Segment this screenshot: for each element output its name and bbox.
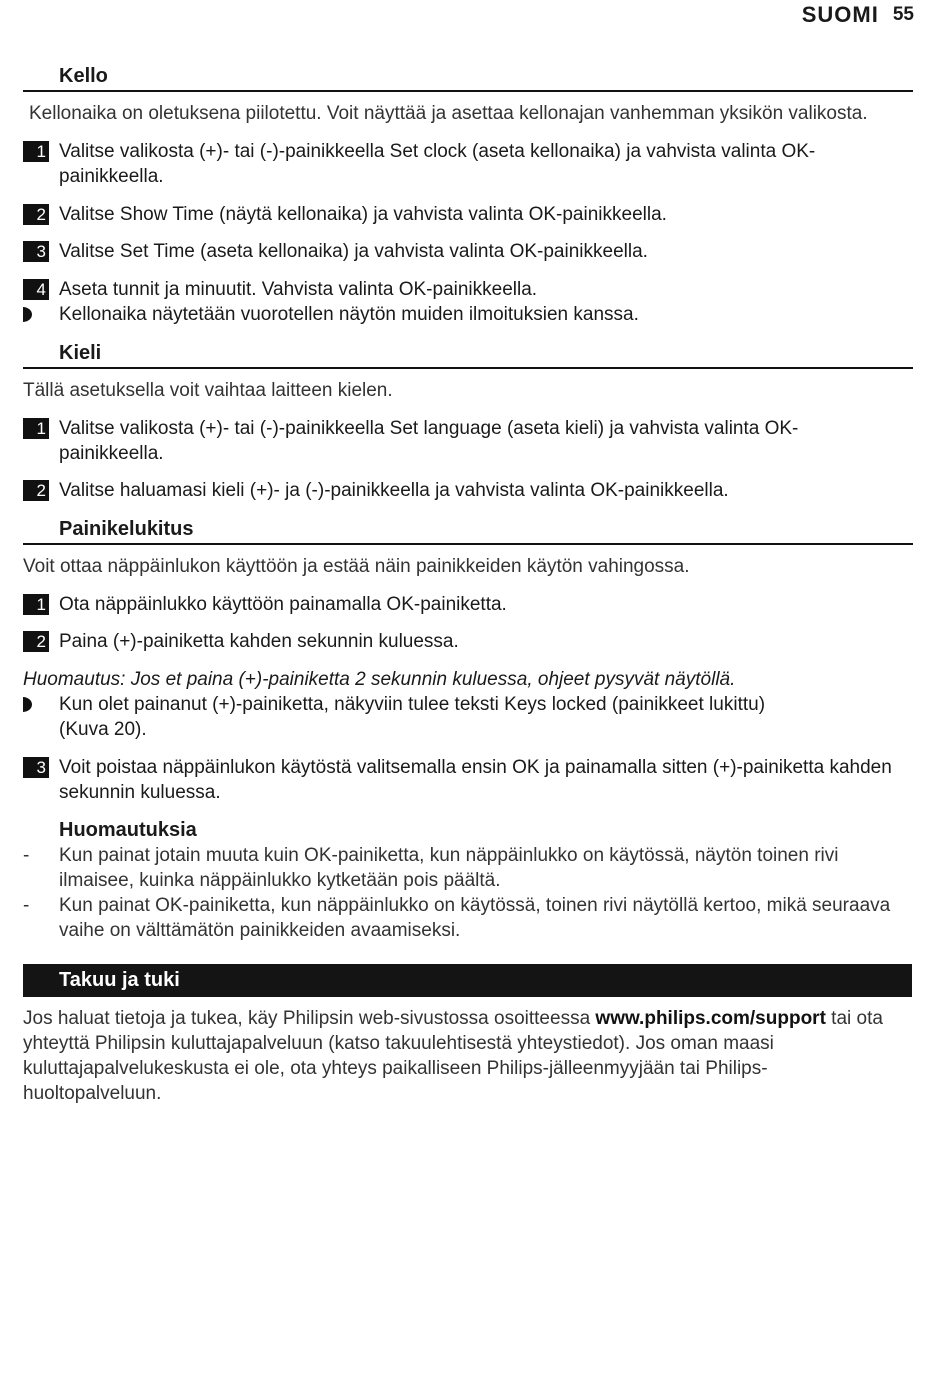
keylock-result <box>23 692 898 742</box>
step-text: Aseta tunnit ja minuutit. Vahvista valinta OK-painikkeella. <box>59 279 538 300</box>
step-text: Valitse Set Time (aseta kellonaika) ja vahvista valinta OK-painikkeella. <box>59 241 648 262</box>
step-text: Voit poistaa näppäinlukon käytöstä valitsemalla ensin OK ja painamalla sitten (+)-painiketta kahden sekunnin kuluessa. <box>59 757 892 803</box>
step-text: Paina (+)-painiketta kahden sekunnin kuluessa. <box>59 631 459 652</box>
section-banner-support <box>23 964 912 997</box>
clock-step-2 <box>23 202 898 227</box>
clock-step-1 <box>23 139 898 189</box>
result-bullet-icon <box>23 307 32 322</box>
language-intro: Tällä asetuksella voit vaihtaa laitteen kielen. <box>23 380 393 401</box>
keylock-step-3 <box>23 755 898 805</box>
clock-step-3 <box>23 239 898 264</box>
notes-heading: Huomautuksia <box>59 819 197 841</box>
step-text: Valitse valikosta (+)- tai (-)-painikkeella Set language (aseta kieli) ja vahvista valinta OK-painikkeella. <box>59 418 799 464</box>
support-text-before: Jos haluat tietoja ja tukea, käy Philipsin web-sivustossa osoitteessa <box>23 1008 596 1029</box>
result-text: Kellonaika näytetään vuorotellen näytön muiden ilmoituksien kanssa. <box>59 304 639 325</box>
step-text: Valitse haluamasi kieli (+)- ja (-)-painikkeella ja vahvista valinta OK-painikkeella. <box>59 480 729 501</box>
step-text: Valitse valikosta (+)- tai (-)-painikkeella Set clock (aseta kellonaika) ja vahvista valinta OK-painikkeella. <box>59 141 816 187</box>
keylock-intro: Voit ottaa näppäinlukon käyttöön ja estää näin painikkeiden käytön vahingossa. <box>23 556 690 577</box>
clock-intro: Kellonaika on oletuksena piilotettu. Voit näyttää ja asettaa kellonajan vanhemman yksikön valikosta. <box>29 103 868 124</box>
step-number-badge: 1 <box>23 141 49 162</box>
language-label: SUOMI <box>801 2 879 27</box>
section-heading-text: Kieli <box>59 342 102 364</box>
language-step-2 <box>23 478 898 503</box>
result-text: Kun olet painanut (+)-painiketta, näkyviin tulee teksti Keys locked (painikkeet lukittu) (Kuva 20). <box>59 694 766 740</box>
page-header <box>802 0 914 30</box>
dash-marker: - <box>23 845 30 866</box>
clock-step-4 <box>23 277 898 302</box>
notes-item-text: Kun painat jotain muuta kuin OK-painiketta, kun näppäinlukko on käytössä, näytön toinen rivi ilmaisee, kuinka näppäinlukko kytketään pois päältä. <box>59 845 839 891</box>
step-text: Ota näppäinlukko käyttöön painamalla OK-painiketta. <box>59 594 507 615</box>
step-number-badge: 3 <box>23 757 49 778</box>
step-number-badge: 1 <box>23 418 49 439</box>
section-heading-clock <box>23 62 913 92</box>
step-number-badge: 1 <box>23 594 49 615</box>
step-number-badge: 2 <box>23 480 49 501</box>
dash-marker: - <box>23 895 30 916</box>
notes-item-2 <box>23 893 903 943</box>
step-number-badge: 2 <box>23 204 49 225</box>
notes-item-text: Kun painat OK-painiketta, kun näppäinlukko on käytössä, toinen rivi näytöllä kertoo, mikä seuraava vaihe on välttämätön painikkeiden avaamiseksi. <box>59 895 891 941</box>
step-number-badge: 3 <box>23 241 49 262</box>
clock-result <box>23 302 898 327</box>
step-text: Valitse Show Time (näytä kellonaika) ja vahvista valinta OK-painikkeella. <box>59 204 667 225</box>
support-text <box>23 1006 893 1106</box>
support-text-after: tai ota yhteyttä Philipsin kuluttajapalveluun (katso takuulehtisestä yhteystiedot). Jos oman maasi kuluttajapalvelukeskusta ei ole, ota yhteys paikalliseen Philips-jälleenmyyjään tai Philips-huoltopalveluun. <box>23 1008 883 1104</box>
notes-item-1 <box>23 843 903 893</box>
section-heading-keylock <box>23 515 913 545</box>
section-heading-text: Kello <box>59 65 108 87</box>
page-number: 55 <box>892 4 914 25</box>
section-heading-language <box>23 339 913 369</box>
result-bullet-icon <box>23 697 32 712</box>
section-heading-text: Painikelukitus <box>59 518 194 540</box>
keylock-note: Huomautus: Jos et paina (+)-painiketta 2 sekunnin kuluessa, ohjeet pysyvät näytöllä. <box>23 669 736 690</box>
support-url-link[interactable]: www.philips.com/support <box>595 1008 826 1029</box>
keylock-step-2 <box>23 629 898 654</box>
keylock-step-1 <box>23 592 898 617</box>
language-step-1 <box>23 416 898 466</box>
step-number-badge: 2 <box>23 631 49 652</box>
banner-heading: Takuu ja tuki <box>59 969 180 991</box>
step-number-badge: 4 <box>23 279 49 300</box>
